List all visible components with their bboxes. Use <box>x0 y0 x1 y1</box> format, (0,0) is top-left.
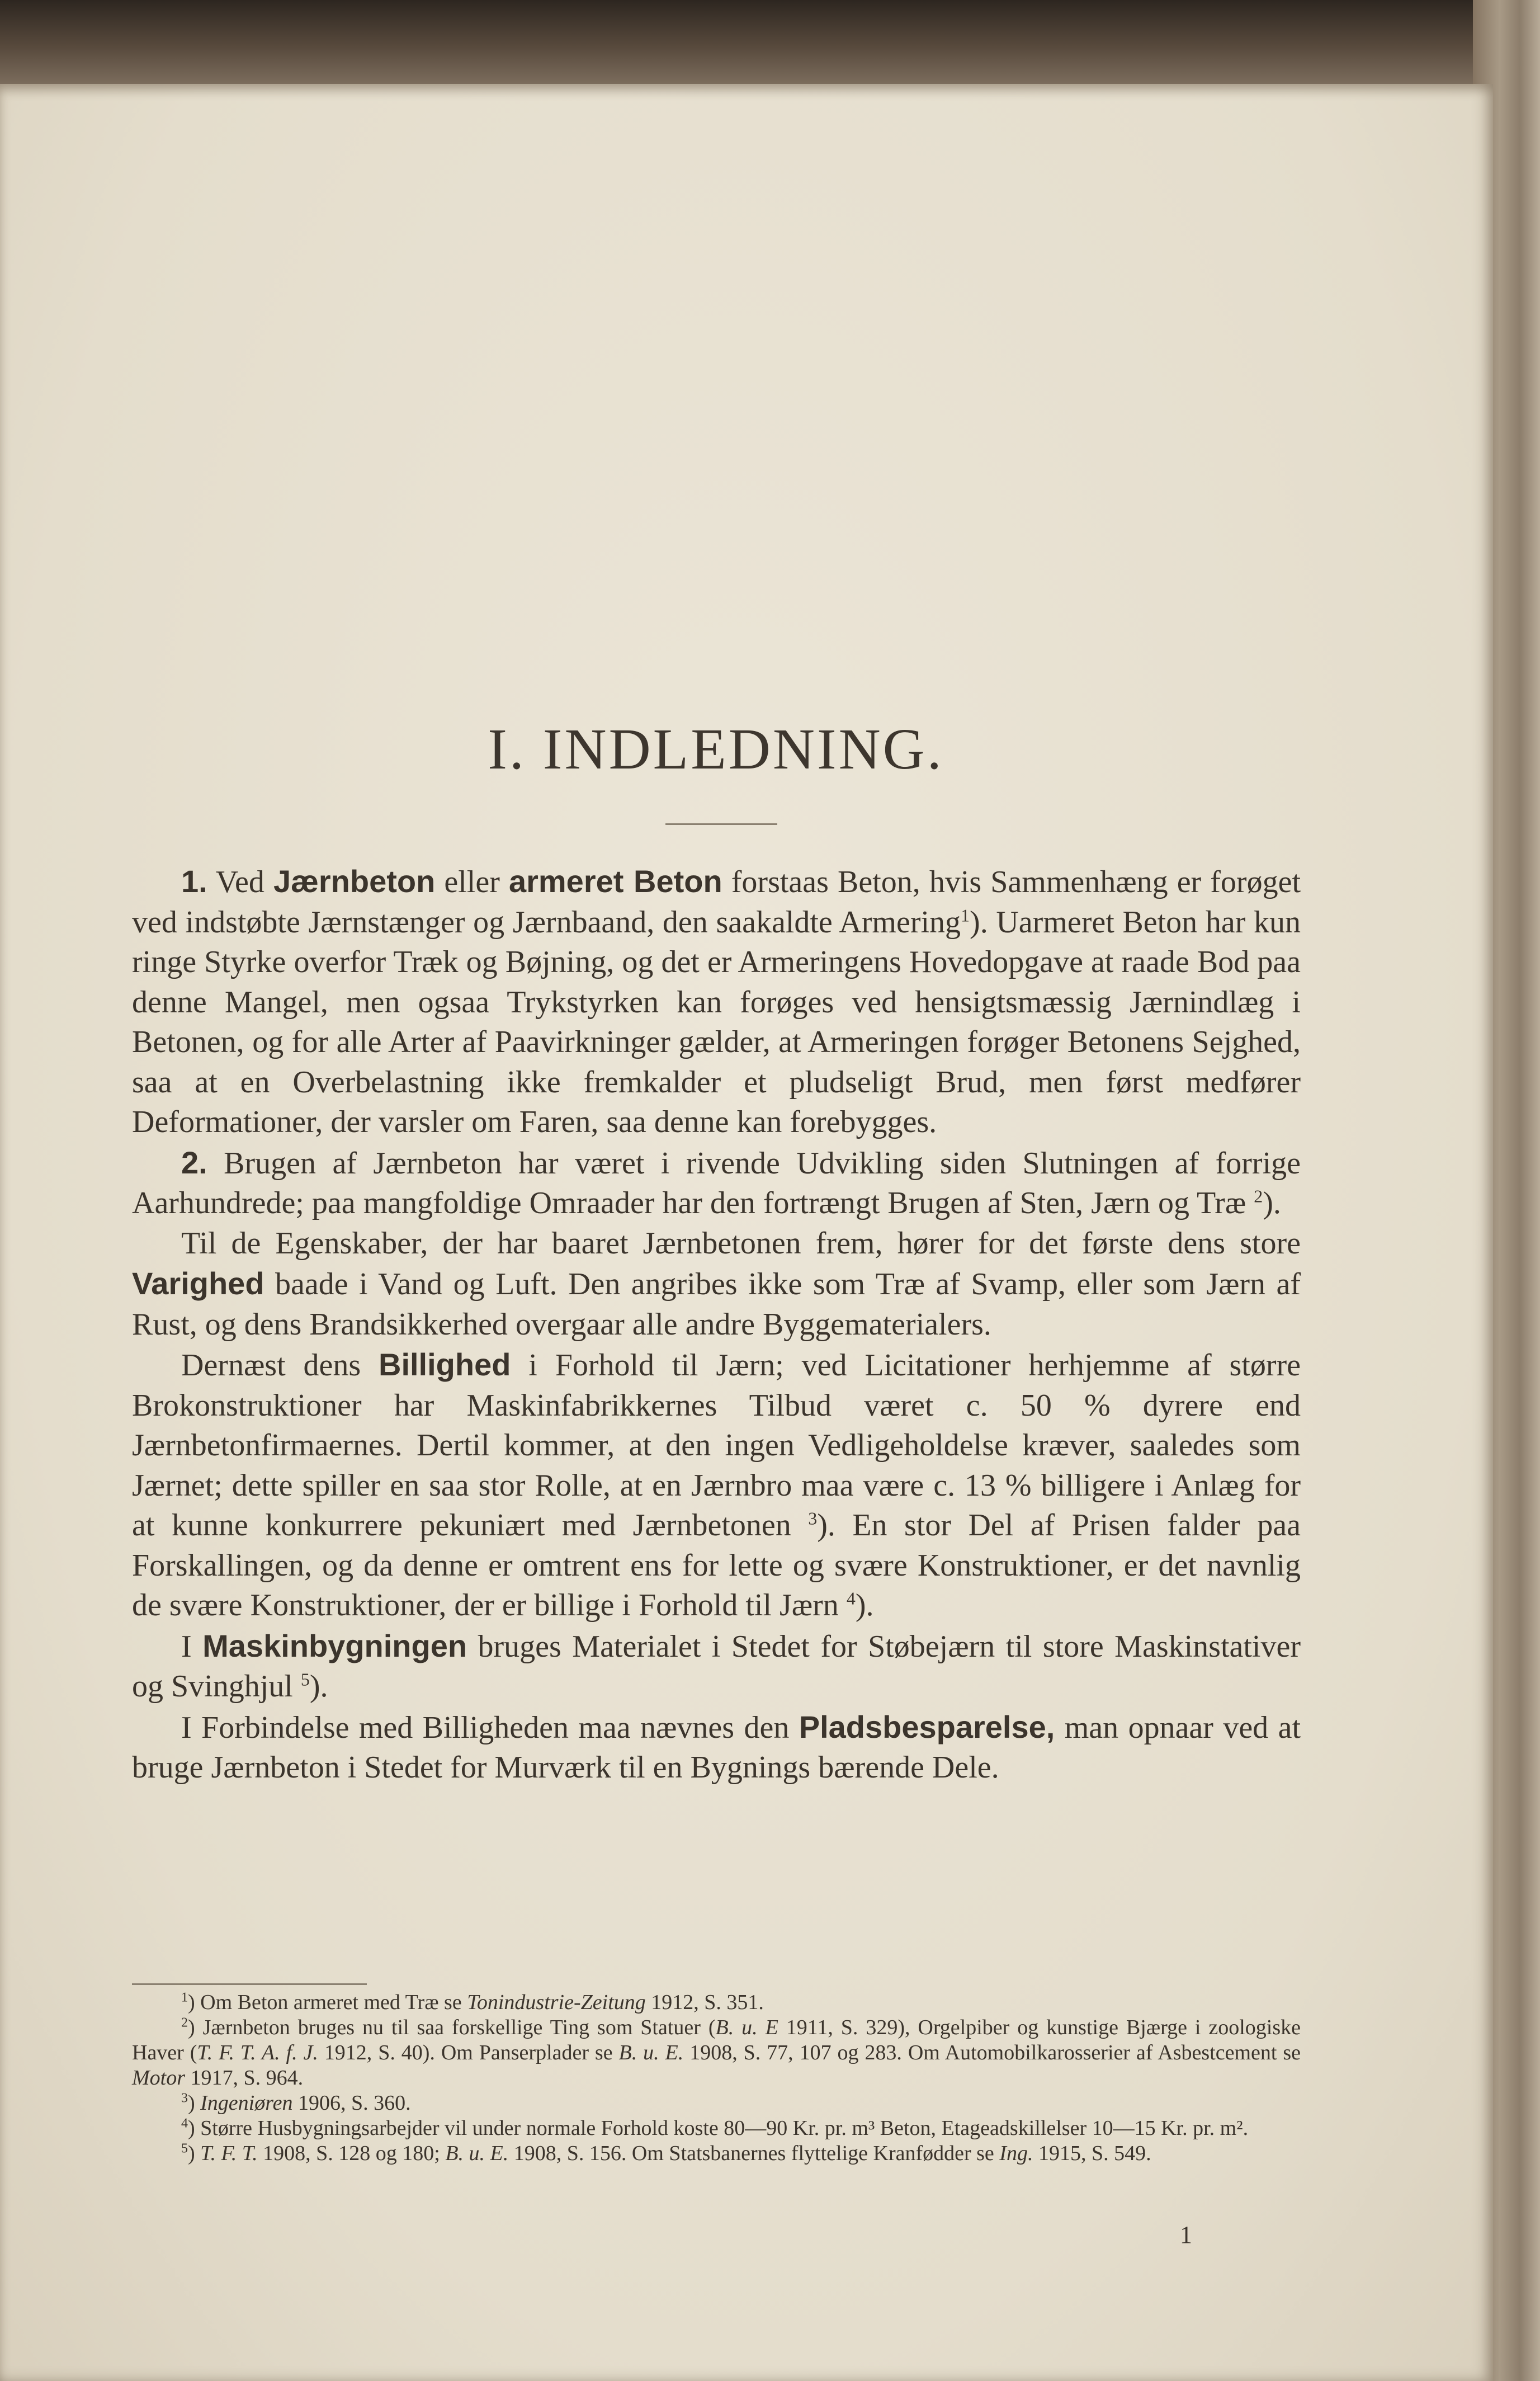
footnote <box>132 1990 1301 2015</box>
citation-title: B. u. E <box>715 2016 778 2039</box>
text-run: ) <box>188 2142 201 2165</box>
citation-title: B. u. E. <box>445 2142 509 2165</box>
text-run: 1917, S. 964. <box>185 2066 304 2090</box>
footnote-mark: 3 <box>181 2091 188 2106</box>
footnote <box>132 2141 1301 2166</box>
paragraph <box>132 1143 1301 1224</box>
text-run: ). En stor Del af Prisen falder paa Forskallingen, og da denne er omtrent ens for lette og svære Konstruktioner, er det navnlig de svære Konstruktioner, der er billige i Forhold til Jærn <box>132 1508 1301 1623</box>
text-run: ). <box>1263 1186 1281 1220</box>
body-text <box>132 861 1301 1788</box>
footnote-ref: 3 <box>808 1508 818 1529</box>
citation-title: Tonindustrie-Zeitung <box>467 1991 646 2014</box>
citation-title: Ing. <box>999 2142 1033 2165</box>
text-run: ). <box>855 1588 874 1623</box>
paragraph <box>132 1224 1301 1345</box>
text-run: 1915, S. 549. <box>1033 2142 1151 2165</box>
paragraph <box>132 1707 1301 1788</box>
footnote-mark: 2 <box>181 2015 188 2030</box>
book-cover-top-edge <box>0 0 1540 84</box>
emphasized-term: Varighed <box>132 1266 264 1301</box>
section-number: 2. <box>181 1144 207 1180</box>
text-run: ) Større Husbygningsarbejder vil under normale Forhold koste 80—90 Kr. pr. m³ Beton, Etageadskillelser 10—15 Kr. pr. m². <box>188 2116 1249 2140</box>
text-run: baade i Vand og Luft. Den angribes ikke som Træ af Svamp, eller som Jærn af Rust, og dens Brandsikkerhed overgaar alle andre Byggematerialers. <box>132 1267 1301 1342</box>
heading-divider <box>665 823 777 825</box>
emphasized-term: Pladsbesparelse, <box>799 1709 1055 1745</box>
text-run: 1911, S. 329), Orgelpiber og kunstige Bjærge i zoologiske Haver ( <box>132 2016 1301 2064</box>
emphasized-term: Jærnbeton <box>273 864 436 899</box>
text-run: man opnaar ved at bruge Jærnbeton i Stedet for Murværk til en Bygnings bærende Dele. <box>132 1710 1301 1785</box>
text-run: I Forbindelse med Billigheden maa nævnes den <box>181 1710 799 1745</box>
citation-title: B. u. E. <box>618 2041 684 2064</box>
text-run: 1906, S. 360. <box>292 2091 411 2115</box>
text-run: bruges Materialet i Stedet for Støbejærn til store Maskinstativer og Svinghjul <box>132 1629 1301 1704</box>
text-run: ). Uarmeret Beton har kun ringe Styrke overfor Træk og Bøjning, og det er Armeringens Hovedopgave at raade Bod paa denne Mangel, men ogsaa Trykstyrken kan forøges ved hensigtsmæssig Jærnindlæg i Betonen, og for alle Arter af Paavirkninger gælder, at Armeringen forøger Betonens Sejghed, saa at en Overbelastning ikke fremkalder et pludseligt Brud, men først medfører Deformationer, der varsler om Faren, saa denne kan forebygges. <box>132 904 1301 1139</box>
footnote-divider <box>132 1983 367 1985</box>
footnote-mark: 1 <box>181 1990 188 2005</box>
text-run: 1908, S. 77, 107 og 283. Om Automobilkarosserier af Asbestcement se <box>683 2041 1301 2064</box>
footnote-ref: 4 <box>846 1588 856 1609</box>
text-run: I <box>181 1629 203 1664</box>
text-run: Dernæst dens <box>181 1348 379 1383</box>
citation-title: T. F. T. <box>200 2142 258 2165</box>
text-run: 1912, S. 40). Om Panserplader se <box>318 2041 619 2064</box>
page-number: 1 <box>1180 2221 1192 2248</box>
paragraph <box>132 1345 1301 1626</box>
text-run: ) Jærnbeton bruges nu til saa forskellige Ting som Statuer ( <box>188 2016 716 2039</box>
citation-title: Ingeniøren <box>200 2091 293 2115</box>
text-run: i Forhold til Jærn; ved Licitationer herhjemme af større Brokonstruktioner har Maskinfabrikkernes Tilbud været c. 50 % dyrere end Jærnbetonfirmaernes. Dertil kommer, at den ingen Vedligeholdelse kræver, saaledes som Jærnet; dette spiller en saa stor Rolle, at en Jærnbro maa være c. 13 % billigere i Anlæg for at kunne konkurrere pekuniært med Jærnbetonen <box>132 1348 1301 1543</box>
emphasized-term: Maskinbygningen <box>202 1628 467 1663</box>
citation-title: Motor <box>132 2066 185 2090</box>
text-run: 1908, S. 156. Om Statsbanernes flyttelige Kranfødder se <box>508 2142 1000 2165</box>
section-number: 1. <box>181 864 207 899</box>
emphasized-term: armeret Beton <box>508 864 722 899</box>
footnote-mark: 5 <box>181 2141 188 2156</box>
emphasized-term: Billighed <box>379 1347 511 1382</box>
text-run: ) <box>188 2091 201 2115</box>
text-run: eller <box>435 865 509 899</box>
footnote <box>132 2091 1301 2116</box>
footnote-ref: 2 <box>1254 1186 1263 1206</box>
text-run: 1912, S. 351. <box>645 1991 764 2014</box>
footnotes <box>132 1990 1301 2166</box>
footnote-ref: 1 <box>961 904 970 925</box>
footnote <box>132 2015 1301 2091</box>
paragraph <box>132 1626 1301 1707</box>
paragraph <box>132 861 1301 1143</box>
footnote-mark: 4 <box>181 2116 188 2131</box>
chapter-heading: I. INDLEDNING. <box>488 717 944 781</box>
text-run: Ved <box>207 865 273 899</box>
text-run: forstaas Beton, hvis Sammenhæng er forøget ved indstøbte Jærnstænger og Jærnbaand, den saakaldte Armering <box>132 865 1301 940</box>
footnote-ref: 5 <box>300 1669 310 1690</box>
text-run: Til de Egenskaber, der har baaret Jærnbetonen frem, hører for det første dens store <box>181 1225 1301 1261</box>
text-run: 1908, S. 128 og 180; <box>257 2142 446 2165</box>
scanned-page <box>0 84 1493 2381</box>
text-run: ). <box>309 1669 328 1704</box>
footnote <box>132 2116 1301 2141</box>
text-run: Brugen af Jærnbeton har været i rivende Udvikling siden Slutningen af forrige Aarhundrede; paa mangfoldige Omraader har den fortrængt Brugen af Sten, Jærn og Træ <box>132 1145 1301 1220</box>
text-run: ) Om Beton armeret med Træ se <box>188 1991 467 2014</box>
citation-title: T. F. T. A. f. J. <box>197 2041 318 2064</box>
